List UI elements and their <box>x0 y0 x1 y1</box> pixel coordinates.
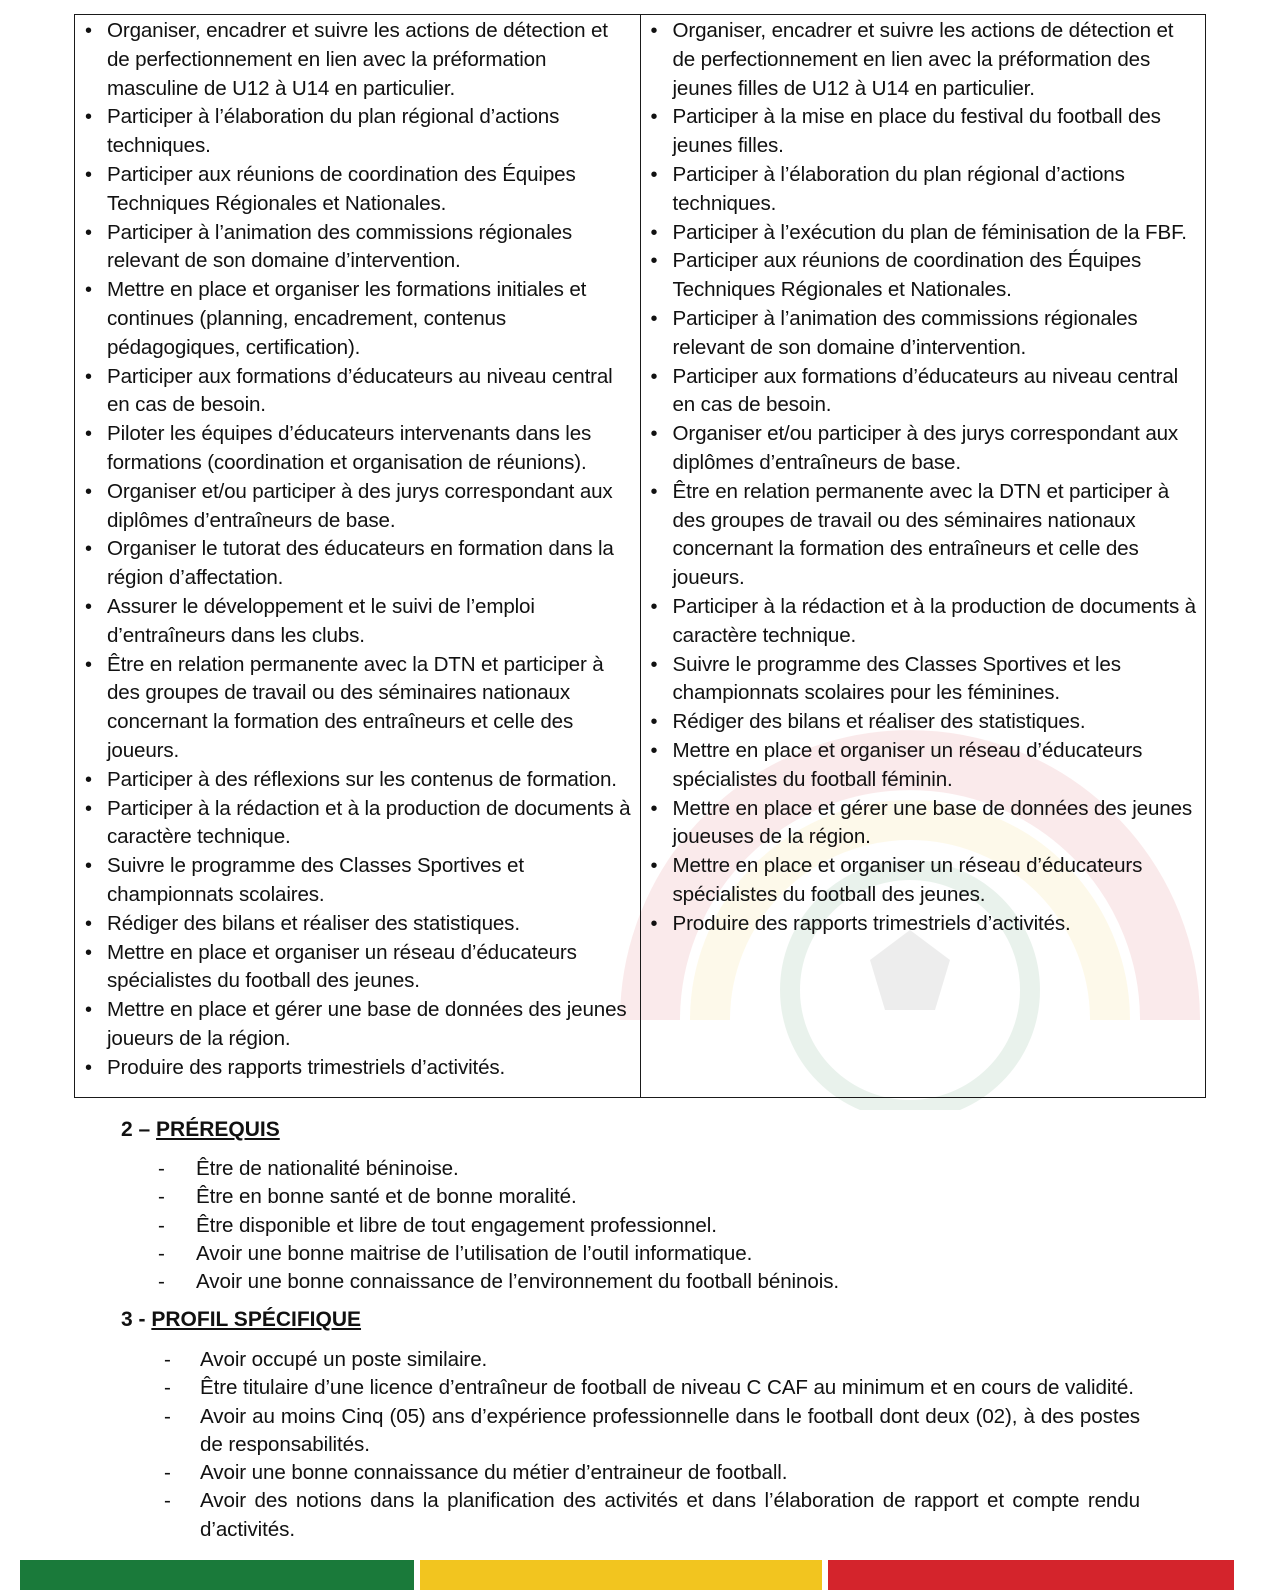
list-item: • Participer aux réunions de coordination des Équipes Techniques Régionales et Nationales. <box>85 161 634 219</box>
list-item: • Participer à l’élaboration du plan régional d’actions techniques. <box>651 161 1200 219</box>
list-item: • Suivre le programme des Classes Sportives et les championnats scolaires pour les féminines. <box>651 651 1200 709</box>
profil-list <box>200 1346 1140 1544</box>
list-item: • Mettre en place et organiser un réseau d’éducateurs spécialistes du football féminin. <box>651 737 1200 795</box>
list-item: • Participer à l’animation des commissions régionales relevant de son domaine d’intervention. <box>85 219 634 277</box>
footer-band-red <box>828 1560 1234 1590</box>
list-item: • Mettre en place et organiser un réseau d’éducateurs spécialistes du football des jeunes. <box>651 852 1200 910</box>
list-item: • Participer à l’exécution du plan de féminisation de la FBF. <box>651 219 1200 248</box>
section-title-prerequis <box>121 1118 280 1142</box>
list-item: • Produire des rapports trimestriels d’activités. <box>651 910 1200 939</box>
list-item: • Participer aux formations d’éducateurs au niveau central en cas de besoin. <box>651 363 1200 421</box>
list-item: • Organiser, encadrer et suivre les actions de détection et de perfectionnement en lien avec la préformation des jeunes filles de U12 à U14 en particulier. <box>651 17 1200 103</box>
list-item: - Avoir une bonne connaissance de l’environnement du football béninois. <box>196 1268 1156 1296</box>
list-item: - Être titulaire d’une licence d’entraîneur de football de niveau C CAF au minimum et en cours de validité. <box>200 1374 1140 1402</box>
list-item: • Participer à la rédaction et à la production de documents à caractère technique. <box>85 795 634 853</box>
list-item: - Être de nationalité béninoise. <box>196 1155 1156 1183</box>
list-item: - Être en bonne santé et de bonne moralité. <box>196 1183 1156 1211</box>
list-item: • Suivre le programme des Classes Sportives et championnats scolaires. <box>85 852 634 910</box>
list-item: • Être en relation permanente avec la DTN et participer à des groupes de travail ou des séminaires nationaux concernant la formation des entraîneurs et celle des joueurs. <box>651 478 1200 593</box>
missions-table <box>74 14 1206 1098</box>
list-item: - Avoir au moins Cinq (05) ans d’expérience professionnelle dans le football dont deux (02), à des postes de responsabilités. <box>200 1403 1140 1460</box>
missions-list-left <box>85 17 634 1082</box>
section-title-profil <box>121 1308 361 1332</box>
section-heading: PRÉREQUIS <box>156 1118 280 1141</box>
section-heading: PROFIL SPÉCIFIQUE <box>151 1308 362 1331</box>
section-number: 3 - <box>121 1308 146 1331</box>
list-item: • Participer à la rédaction et à la production de documents à caractère technique. <box>651 593 1200 651</box>
list-item: • Mettre en place et gérer une base de données des jeunes joueurs de la région. <box>85 996 634 1054</box>
list-item: • Participer à l’élaboration du plan régional d’actions techniques. <box>85 103 634 161</box>
list-item: - Avoir une bonne maitrise de l’utilisation de l’outil informatique. <box>196 1240 1156 1268</box>
list-item: • Mettre en place et organiser un réseau d’éducateurs spécialistes du football des jeunes. <box>85 939 634 997</box>
list-item: • Mettre en place et gérer une base de données des jeunes joueuses de la région. <box>651 795 1200 853</box>
list-item: • Produire des rapports trimestriels d’activités. <box>85 1054 634 1083</box>
list-item: • Piloter les équipes d’éducateurs intervenants dans les formations (coordination et organisation de réunions). <box>85 420 634 478</box>
list-item: - Avoir des notions dans la planification des activités et dans l’élaboration de rapport et compte rendu d’activités. <box>200 1487 1140 1544</box>
list-item: • Organiser le tutorat des éducateurs en formation dans la région d’affectation. <box>85 535 634 593</box>
list-item: • Rédiger des bilans et réaliser des statistiques. <box>85 910 634 939</box>
list-item: • Mettre en place et organiser les formations initiales et continues (planning, encadrement, contenus pédagogiques, certification). <box>85 276 634 362</box>
section-number: 2 – <box>121 1118 151 1141</box>
list-item: - Être disponible et libre de tout engagement professionnel. <box>196 1212 1156 1240</box>
list-item: • Organiser et/ou participer à des jurys correspondant aux diplômes d’entraîneurs de base. <box>651 420 1200 478</box>
list-item: • Organiser et/ou participer à des jurys correspondant aux diplômes d’entraîneurs de base. <box>85 478 634 536</box>
list-item: • Participer aux réunions de coordination des Équipes Techniques Régionales et Nationales. <box>651 247 1200 305</box>
list-item: • Participer à des réflexions sur les contenus de formation. <box>85 766 634 795</box>
prerequis-list <box>196 1155 1156 1296</box>
list-item: • Rédiger des bilans et réaliser des statistiques. <box>651 708 1200 737</box>
list-item: • Participer à la mise en place du festival du football des jeunes filles. <box>651 103 1200 161</box>
missions-list-right <box>651 17 1200 939</box>
list-item: • Organiser, encadrer et suivre les actions de détection et de perfectionnement en lien avec la préformation masculine de U12 à U14 en particulier. <box>85 17 634 103</box>
footer-band-green <box>20 1560 414 1590</box>
list-item: • Assurer le développement et le suivi de l’emploi d’entraîneurs dans les clubs. <box>85 593 634 651</box>
list-item: • Participer aux formations d’éducateurs au niveau central en cas de besoin. <box>85 363 634 421</box>
list-item: - Avoir occupé un poste similaire. <box>200 1346 1140 1374</box>
list-item: - Avoir une bonne connaissance du métier d’entraineur de football. <box>200 1459 1140 1487</box>
list-item: • Participer à l’animation des commissions régionales relevant de son domaine d’intervention. <box>651 305 1200 363</box>
missions-column-right <box>640 15 1206 1097</box>
footer-band-yellow <box>420 1560 822 1590</box>
list-item: • Être en relation permanente avec la DTN et participer à des groupes de travail ou des séminaires nationaux concernant la formation des entraîneurs et celle des joueurs. <box>85 651 634 766</box>
missions-column-left <box>75 15 640 1097</box>
